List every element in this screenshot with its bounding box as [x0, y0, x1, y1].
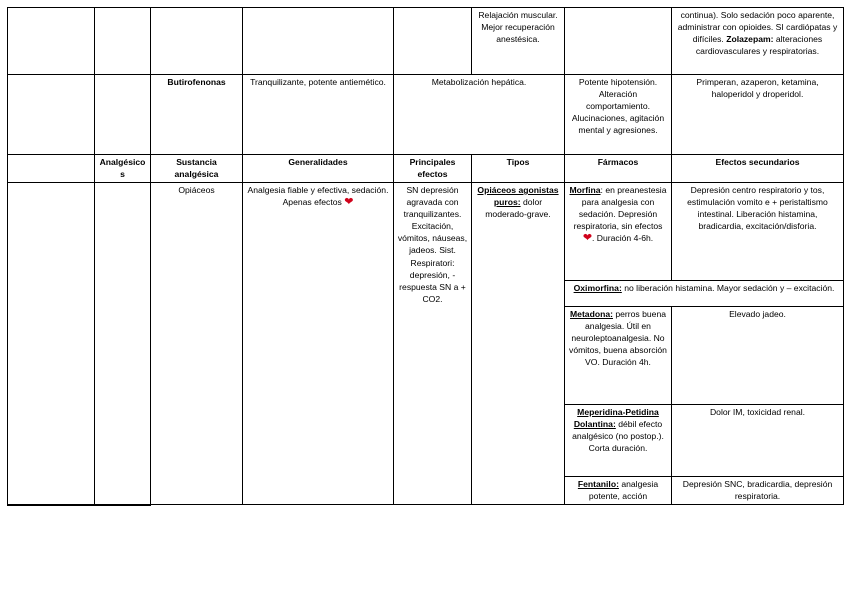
metadona-efectos: Elevado jadeo. [672, 307, 844, 405]
zolazepam-label: Zolazepam: [726, 34, 774, 45]
opiaceos-cell: Opiáceos [151, 183, 243, 505]
sustancia-cell [151, 8, 243, 75]
document-table [7, 7, 844, 506]
header-farmacos: Fármacos [565, 155, 672, 183]
table-row [8, 8, 844, 75]
drug-name: Oximorfina: [573, 283, 622, 293]
morfina-cell: Morfina: en preanestesia para analgesia con sedación. Depresión respiratoria, sin efectos ❤. Duración 4-6h. [565, 183, 672, 281]
tipos-cell: Relajación muscular. Mejor recuperación anestésica. [472, 8, 565, 75]
efectos-cell: Primperan, azaperon, ketamina, haloperidol y droperidol. [672, 75, 844, 155]
meperidina-cell: Meperidina-Petidina Dolantina: débil efecto analgésico (no postop.). Corta duración. [565, 405, 672, 477]
opiaceos-generalidades: Analgesia fiable y efectiva, sedación. Apenas efectos ❤ [243, 183, 394, 505]
left-margin-cell [8, 8, 95, 75]
sustancia-cell: Butirofenonas [151, 75, 243, 155]
header-sustancia: Sustancia analgésica [151, 155, 243, 183]
header-principales: Principales efectos [394, 155, 472, 183]
efectos-text: continua). Solo sedación poco aparente, administrar con opioides. SI cardiópatas y difíciles. [677, 10, 838, 45]
table-row [8, 183, 844, 281]
left-margin-cell [8, 183, 95, 505]
principales-cell [394, 8, 472, 75]
header-efectos: Efectos secundarios [672, 155, 844, 183]
left-margin-cell [8, 155, 95, 183]
generalidades-cell [243, 8, 394, 75]
heart-icon: ❤ [582, 232, 593, 245]
oximorfina-cell: Oximorfina: no liberación histamina. Mayor sedación y – excitación. [565, 281, 844, 307]
left-margin-cell [8, 75, 95, 155]
section-cell [95, 8, 151, 75]
farmacos-cell: Potente hipotensión. Alteración comportamiento. Alucinaciones, agitación mental y agresiones. [565, 75, 672, 155]
header-row [8, 155, 844, 183]
header-generalidades: Generalidades [243, 155, 394, 183]
fentanilo-efectos: Depresión SNC, bradicardia, depresión respiratoria. [672, 477, 844, 505]
header-tipos: Tipos [472, 155, 565, 183]
tipos-title: Opiáceos agonistas puros: [477, 185, 559, 208]
morfina-efectos: Depresión centro respiratorio y tos, estimulación vomito e + peristaltismo intestinal. Liberación histamina, bradicardia, excitación/disforia. [672, 183, 844, 281]
heart-icon: ❤ [344, 196, 354, 209]
fentanilo-cell: Fentanilo: analgesia potente, acción [565, 477, 672, 505]
metadona-cell: Metadona: perros buena analgesia. Útil en neuroleptoanalgesia. No vómitos, buena absorción VO. Duración 4h. [565, 307, 672, 405]
efectos-cell [672, 8, 844, 75]
zolazepam-text: alteraciones cardiovasculares y respiratorias. [695, 34, 823, 57]
drug-name: Metadona: [570, 309, 613, 319]
opiaceos-principales: SN depresión agravada con tranquilizantes. Excitación, vómitos, náuseas, jadeos. Sist. Respiratori: depresión, -respuesta SN a + CO2. [394, 183, 472, 505]
section-name: Analgésicos [95, 155, 151, 183]
section-cell [95, 183, 151, 505]
generalidades-cell: Tranquilizante, potente antiemético. [243, 75, 394, 155]
drug-name: Morfina [569, 185, 601, 195]
opiaceos-tipos [472, 183, 565, 505]
drug-name: Fentanilo: [577, 479, 619, 489]
meperidina-efectos: Dolor IM, toxicidad renal. [672, 405, 844, 477]
tipos-text: dolor moderado-grave. [485, 197, 551, 220]
section-cell [95, 75, 151, 155]
drug-name: Meperidina-Petidina Dolantina: [573, 407, 659, 430]
farmacos-cell [565, 8, 672, 75]
table-row [8, 75, 844, 155]
principales-tipos-cell: Metabolización hepática. [394, 75, 565, 155]
